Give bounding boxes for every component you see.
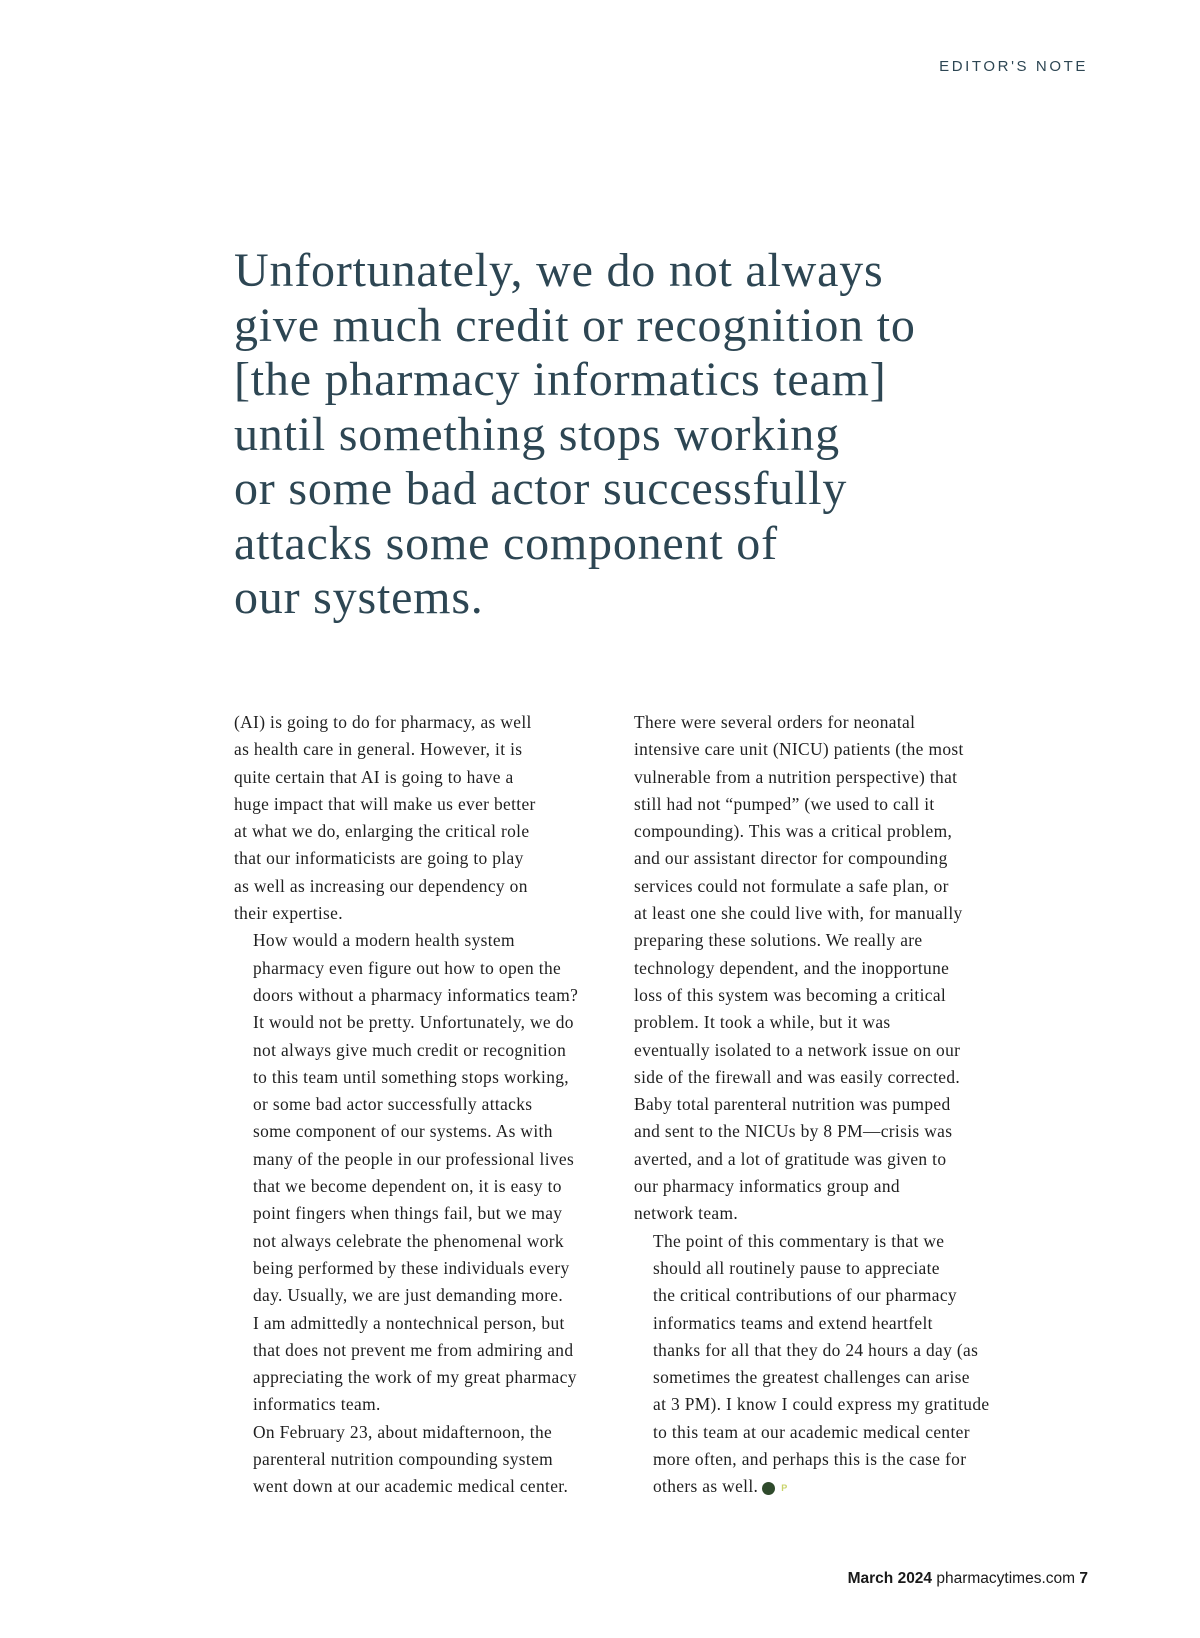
text-line: not always give much credit or recognition — [253, 1039, 567, 1060]
website: pharmacytimes.com — [936, 1570, 1076, 1587]
text-line: The point of this commentary is that we — [653, 1230, 945, 1251]
text-line: or some bad actor successfully attacks — [253, 1094, 533, 1115]
text-line: doors without a pharmacy informatics team? — [253, 984, 579, 1005]
text-line: network team. — [634, 1203, 739, 1224]
text-line: On February 23, about midafternoon, the — [253, 1421, 553, 1442]
text-line: How would a modern health system — [253, 930, 515, 951]
text-line: side of the firewall and was easily corrected. — [634, 1066, 961, 1087]
text-line: It would not be pretty. Unfortunately, we do — [253, 1012, 574, 1033]
text-line: that does not prevent me from admiring and — [253, 1339, 574, 1360]
paragraph — [234, 1419, 606, 1501]
text-line: that our informaticists are going to play — [234, 848, 524, 869]
text-line: problem. It took a while, but it was — [634, 1012, 891, 1033]
section-label: EDITOR'S NOTE — [939, 58, 1088, 75]
text-line: still had not “pumped” (we used to call it — [634, 793, 935, 814]
text-line: many of the people in our professional lives — [253, 1148, 575, 1169]
text-line: went down at our academic medical center. — [253, 1476, 569, 1497]
left-column — [234, 709, 606, 1501]
text-line: appreciating the work of my great pharmacy — [253, 1367, 577, 1388]
text-line: huge impact that will make us ever better — [234, 793, 536, 814]
text-line: There were several orders for neonatal — [634, 712, 916, 732]
text-line: their expertise. — [234, 903, 343, 924]
issue-date: March 2024 — [847, 1570, 933, 1587]
right-column — [634, 709, 1012, 1501]
text-line: services could not formulate a safe plan, or — [634, 875, 949, 896]
text-line: the critical contributions of our pharmacy — [653, 1285, 957, 1306]
text-line: to this team until something stops working, — [253, 1066, 569, 1087]
text-line: compounding). This was a critical problem, — [634, 821, 953, 842]
pull-quote — [234, 244, 1034, 626]
text-line: Baby total parenteral nutrition was pumped — [634, 1094, 951, 1115]
text-line: point fingers when things fail, but we may — [253, 1203, 563, 1224]
text-line: more often, and perhaps this is the case for — [653, 1449, 967, 1470]
text-line: not always celebrate the phenomenal work — [253, 1230, 564, 1251]
text-line: averted, and a lot of gratitude was given to — [634, 1148, 947, 1169]
text-line: vulnerable from a nutrition perspective) that — [634, 766, 958, 787]
text-line: eventually isolated to a network issue on our — [634, 1039, 961, 1060]
pull-quote-line: give much credit or recognition to — [234, 298, 916, 352]
pull-quote-line: or some bad actor successfully — [234, 462, 848, 515]
text-line: and sent to the NICUs by 8 PM—crisis was — [634, 1121, 953, 1142]
text-line: as well as increasing our dependency on — [234, 875, 528, 896]
text-line: day. Usually, we are just demanding more. — [253, 1285, 564, 1306]
text-line: parenteral nutrition compounding system — [253, 1449, 554, 1470]
text-line: to this team at our academic medical center — [653, 1421, 970, 1442]
pull-quote-line: until something stops working — [234, 407, 840, 461]
text-line: pharmacy even figure out how to open the — [253, 957, 562, 978]
text-line: at what we do, enlarging the critical role — [234, 821, 530, 842]
text-line: quite certain that AI is going to have a — [234, 766, 514, 787]
text-line: informatics team. — [253, 1394, 381, 1415]
text-line: some component of our systems. As with — [253, 1121, 553, 1142]
text-line: that we become dependent on, it is easy to — [253, 1176, 562, 1197]
pull-quote-line: attacks some component of — [234, 516, 778, 570]
page-footer — [848, 1570, 1088, 1588]
page-number: 7 — [1079, 1570, 1088, 1587]
pull-quote-line: our systems. — [234, 571, 484, 624]
text-line: at 3 PM). I know I could express my gratitude — [653, 1394, 990, 1415]
text-line: others as well. P — [653, 1476, 788, 1497]
text-line: intensive care unit (NICU) patients (the most — [634, 739, 964, 760]
text-line: informatics teams and extend heartfelt — [653, 1312, 933, 1333]
text-line: loss of this system was becoming a critical — [634, 984, 947, 1005]
text-line: thanks for all that they do 24 hours a day (as — [653, 1339, 979, 1360]
paragraph — [634, 1228, 1012, 1501]
pull-quote-line: [the pharmacy informatics team] — [234, 353, 887, 406]
text-line: technology dependent, and the inopportune — [634, 957, 950, 978]
text-line: (AI) is going to do for pharmacy, as well — [234, 712, 532, 732]
paragraph — [634, 709, 1012, 1228]
text-line: at least one she could live with, for manually — [634, 903, 963, 924]
paragraph — [234, 927, 606, 1418]
text-line: sometimes the greatest challenges can arise — [653, 1367, 970, 1388]
text-line: should all routinely pause to appreciate — [653, 1257, 940, 1278]
text-line: our pharmacy informatics group and — [634, 1176, 900, 1197]
end-mark-icon: P — [762, 1482, 775, 1495]
paragraph — [234, 709, 606, 927]
text-line: and our assistant director for compounding — [634, 848, 948, 869]
text-line: being performed by these individuals every — [253, 1257, 570, 1278]
text-line: as health care in general. However, it is — [234, 739, 523, 760]
text-line: I am admittedly a nontechnical person, but — [253, 1312, 565, 1333]
pull-quote-line: Unfortunately, we do not always — [234, 244, 884, 297]
text-line: preparing these solutions. We really are — [634, 930, 923, 951]
